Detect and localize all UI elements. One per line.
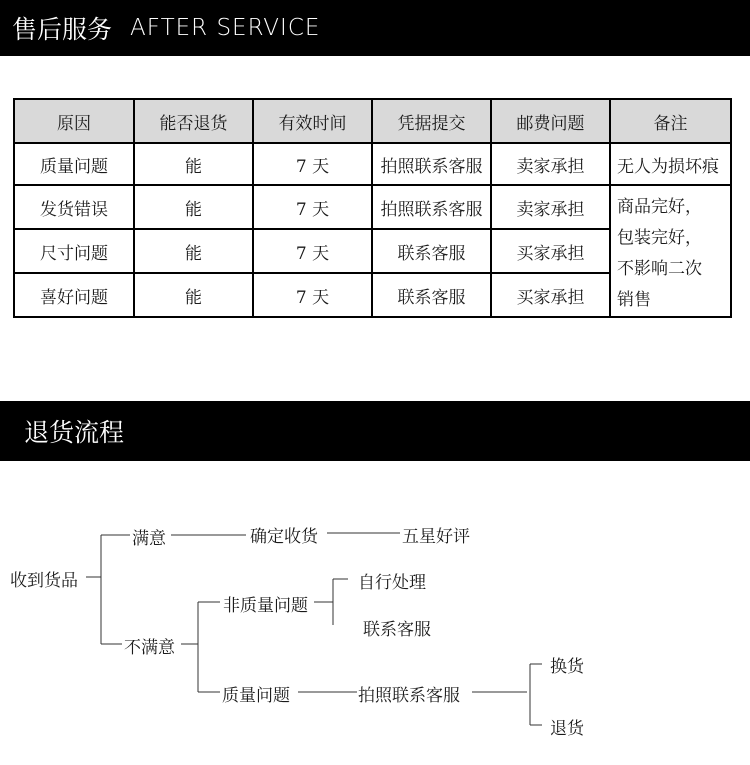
table-cell: 拍照联系客服 xyxy=(372,185,491,229)
table-cell: 7 天 xyxy=(253,185,372,229)
table-cell: 能 xyxy=(134,229,253,273)
node-quality-issue: 质量问题 xyxy=(222,681,290,706)
node-received-goods: 收到货品 xyxy=(10,566,78,591)
node-satisfied: 满意 xyxy=(132,524,166,549)
table-cell: 买家承担 xyxy=(491,229,610,273)
table-cell: 质量问题 xyxy=(14,143,134,185)
table-cell: 发货错误 xyxy=(14,185,134,229)
node-non-quality-issue: 非质量问题 xyxy=(223,591,308,616)
node-self-handle: 自行处理 xyxy=(358,568,426,593)
column-header: 凭据提交 xyxy=(372,99,491,143)
table-cell: 喜好问题 xyxy=(14,273,134,317)
node-confirm-receipt: 确定收货 xyxy=(250,522,318,547)
header-title-en: AFTER SERVICE xyxy=(130,15,321,41)
node-contact-service: 联系客服 xyxy=(363,615,431,640)
note-line: 包装完好， xyxy=(617,228,702,248)
note-line: 销售 xyxy=(617,290,651,310)
table-cell: 能 xyxy=(134,185,253,229)
column-header: 邮费问题 xyxy=(491,99,610,143)
table-cell: 尺寸问题 xyxy=(14,229,134,273)
column-header: 原因 xyxy=(14,99,134,143)
node-exchange: 换货 xyxy=(550,652,584,677)
column-header: 有效时间 xyxy=(253,99,372,143)
table-cell: 拍照联系客服 xyxy=(372,143,491,185)
node-five-star-review: 五星好评 xyxy=(402,522,470,547)
node-return: 退货 xyxy=(550,714,584,739)
table-cell: 7 天 xyxy=(253,143,372,185)
node-unsatisfied: 不满意 xyxy=(124,633,175,658)
table-cell: 能 xyxy=(134,143,253,185)
table-cell: 卖家承担 xyxy=(491,185,610,229)
table-cell: 联系客服 xyxy=(372,273,491,317)
column-header: 能否退货 xyxy=(134,99,253,143)
table-cell: 联系客服 xyxy=(372,229,491,273)
process-title: 退货流程 xyxy=(24,418,125,447)
header-title-cn: 售后服务 xyxy=(12,15,113,44)
table-cell: 7 天 xyxy=(253,229,372,273)
note-cell: 无人为损坏痕 xyxy=(610,143,731,185)
table-cell: 7 天 xyxy=(253,273,372,317)
column-header: 备注 xyxy=(610,99,731,143)
table-cell: 卖家承担 xyxy=(491,143,610,185)
table-cell: 能 xyxy=(134,273,253,317)
note-line: 商品完好， xyxy=(617,197,702,217)
node-photo-contact-service: 拍照联系客服 xyxy=(358,681,460,706)
table-cell: 买家承担 xyxy=(491,273,610,317)
note-line: 不影响二次 xyxy=(617,259,702,279)
